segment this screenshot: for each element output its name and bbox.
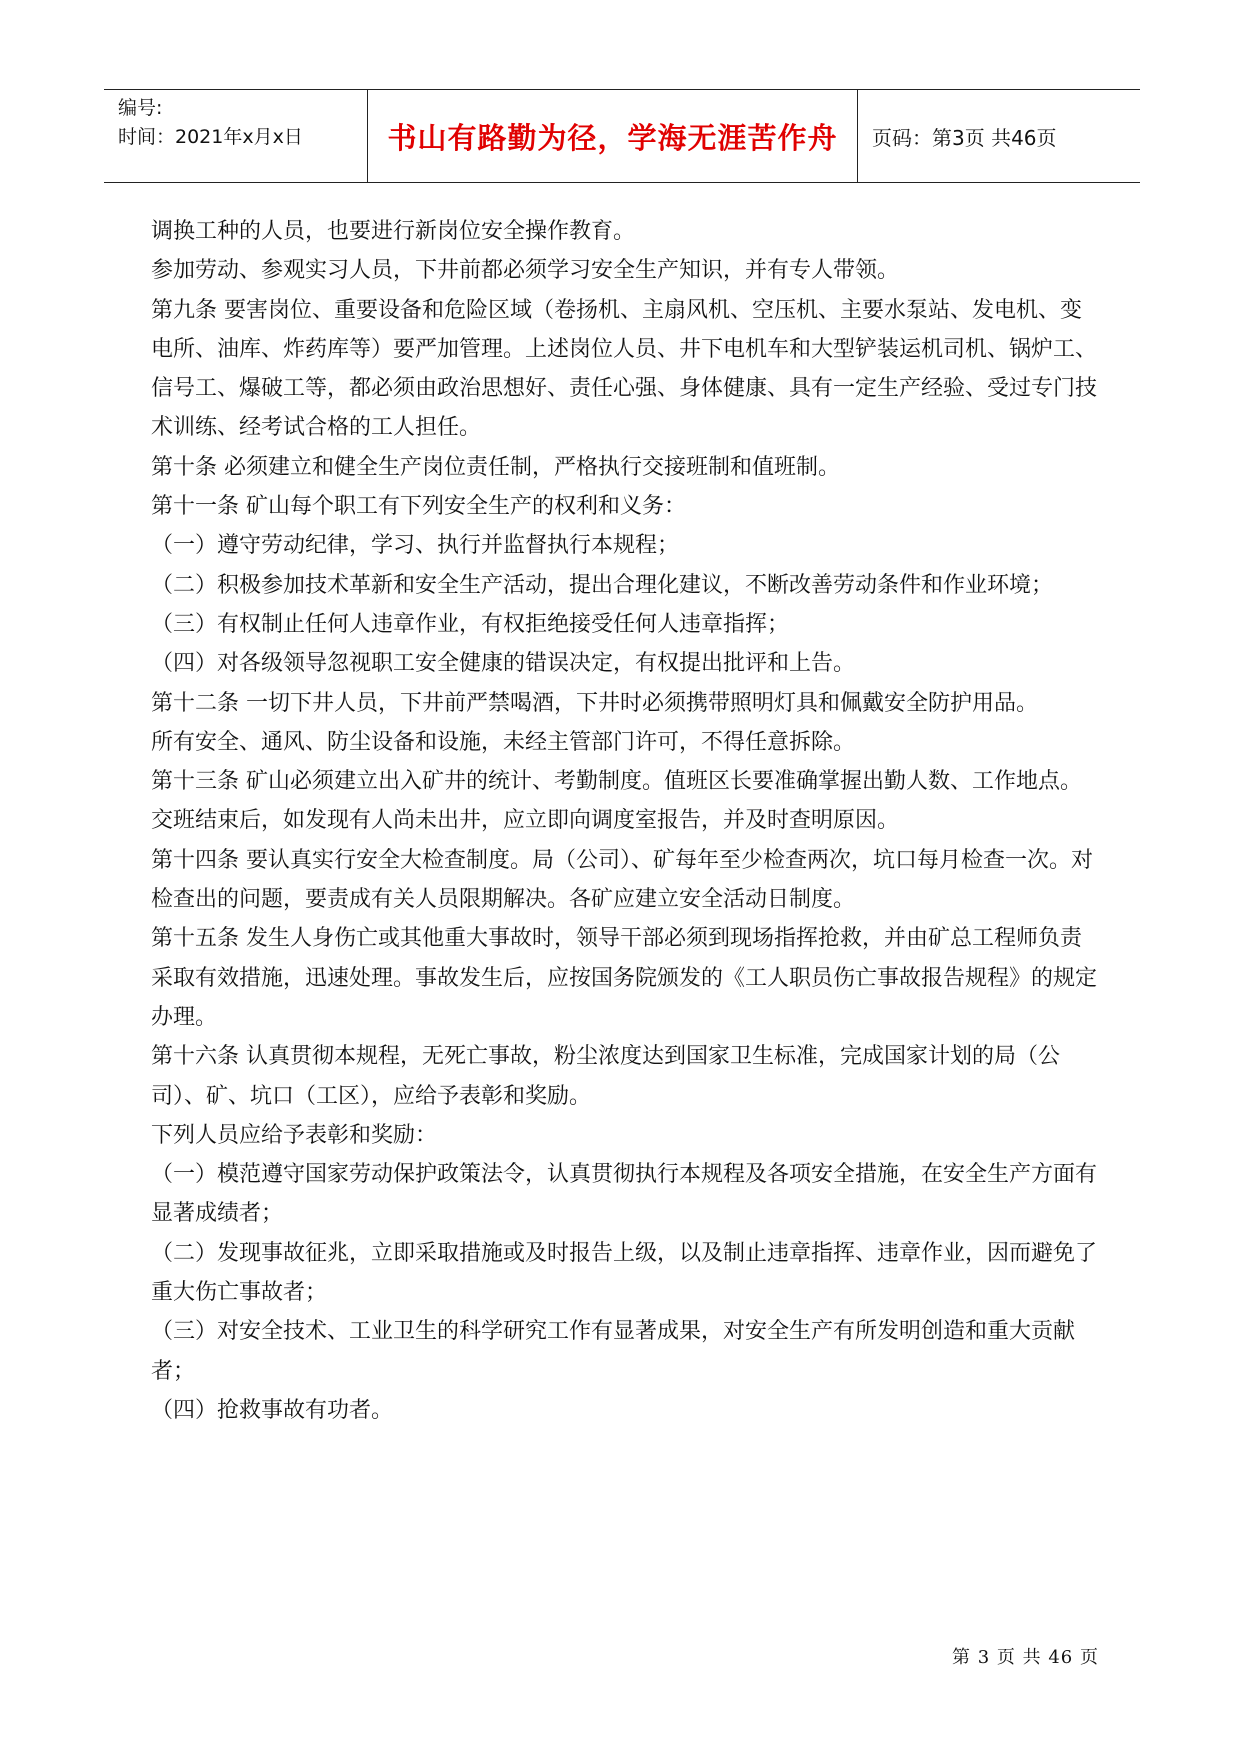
paragraph: （四）抢救事故有功者。 [151,1397,394,1423]
paragraph: 第十四条 要认真实行安全大检查制度。局（公司）、矿每年至少检查两次，坑口每月检查一次。对检查出的问题，要责成有关人员限期解决。各矿应建立安全活动日制度。 [151,847,1093,913]
paragraph: 第十二条 一切下井人员，下井前严禁喝酒，下井时必须携带照明灯具和佩戴安全防护用品。 [151,690,1038,716]
header-meta [104,90,368,182]
paragraph: （四）对各级领导忽视职工安全健康的错误决定，有权提出批评和上告。 [151,651,856,677]
paragraph: （三）有权制止任何人违章作业，有权拒绝接受任何人违章指挥； [151,611,790,637]
header-page-number: 页码：第3页 共46页 [872,125,1057,150]
paragraph: 所有安全、通风、防尘设备和设施，未经主管部门许可，不得任意拆除。 [151,729,856,755]
paragraph: （二）积极参加技术革新和安全生产活动，提出合理化建议，不断改善劳动条件和作业环境； [151,572,1054,598]
paragraph: 下列人员应给予表彰和奖励： [151,1122,438,1148]
paragraph: 第九条 要害岗位、重要设备和危险区域（卷扬机、主扇风机、空压机、主要水泵站、发电机、变电所、油库、炸药库等）要严加管理。上述岗位人员、井下电机车和大型铲装运机司机、锅炉工、信号工、爆破工等，都必须由政治思想好、责任心强、身体健康、具有一定生产经验、受过专门技术训练、经考试合格的工人担任。 [151,297,1098,441]
page-header [104,89,1140,183]
paragraph: （一）模范遵守国家劳动保护政策法令，认真贯彻执行本规程及各项安全措施，在安全生产方面有显著成绩者； [151,1162,1098,1227]
header-motto: 书山有路勤为径，学海无涯苦作舟 [368,90,858,182]
paragraph: 第十一条 矿山每个职工有下列安全生产的权利和义务： [151,494,686,520]
paragraph: （二）发现事故征兆，立即采取措施或及时报告上级，以及制止违章指挥、违章作业，因而避免了重大伤亡事故者； [151,1240,1098,1306]
document-number-label: 编号: [118,97,163,119]
paragraph: 参加劳动、参观实习人员，下井前都必须学习安全生产知识，并有专人带领。 [151,258,900,284]
paragraph: 第十条 必须建立和健全生产岗位责任制，严格执行交接班制和值班制。 [151,454,840,480]
paragraph: 第十三条 矿山必须建立出入矿井的统计、考勤制度。值班区长要准确掌握出勤人数、工作地点。交班结束后，如发现有人尚未出井，应立即向调度室报告，并及时查明原因。 [151,769,1082,834]
paragraph: （一）遵守劳动纪律，学习、执行并监督执行本规程； [151,533,680,559]
page-footer: 第 3 页 共 46 页 [952,1647,1099,1668]
document-body [151,212,1101,1430]
paragraph: 第十五条 发生人身伤亡或其他重大事故时，领导干部必须到现场指挥抢救，并由矿总工程师负责采取有效措施，迅速处理。事故发生后，应按国务院颁发的《工人职员伤亡事故报告规程》的规定办理。 [151,926,1098,1030]
paragraph: 第十六条 认真贯彻本规程，无死亡事故，粉尘浓度达到国家卫生标准，完成国家计划的局（公司）、矿、坑口（工区），应给予表彰和奖励。 [151,1044,1060,1109]
document-time-label: 时间：2021年x月x日 [118,126,303,148]
paragraph: （三）对安全技术、工业卫生的科学研究工作有显著成果，对安全生产有所发明创造和重大贡献者； [151,1319,1076,1384]
paragraph: 调换工种的人员，也要进行新岗位安全操作教育。 [151,219,636,244]
